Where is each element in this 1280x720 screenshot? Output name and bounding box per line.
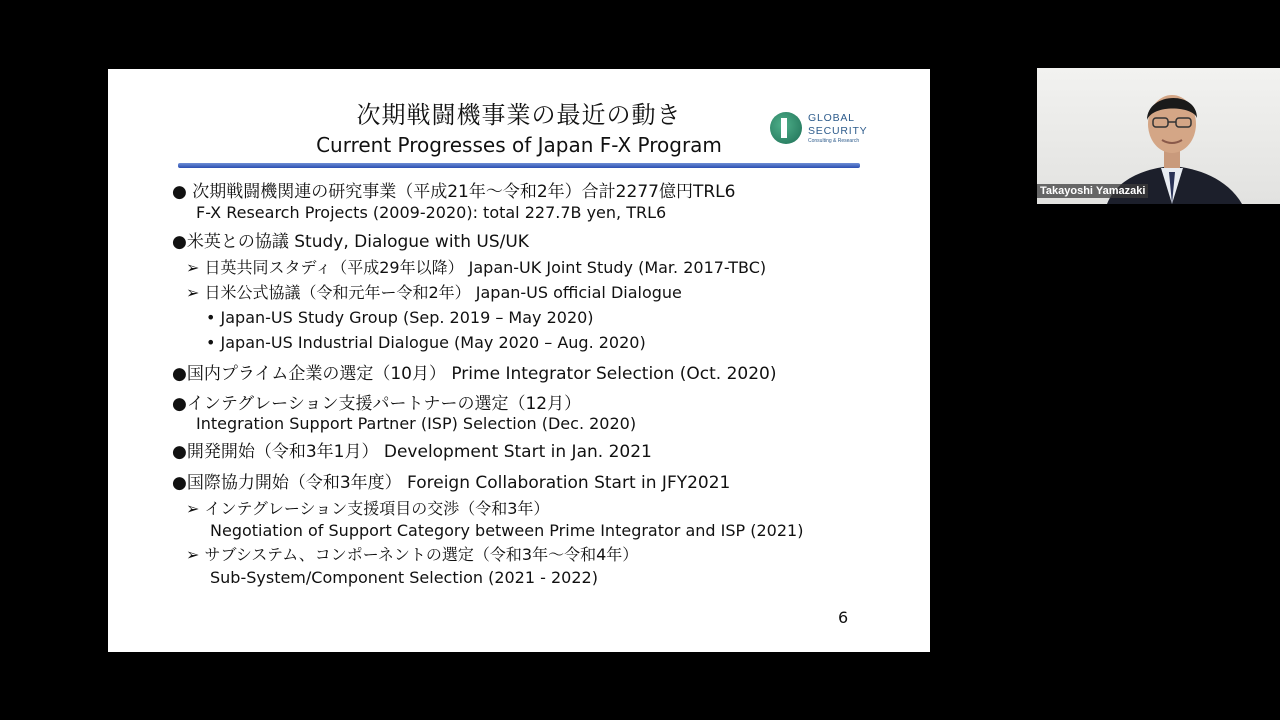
sub-bullet-subsystem-en: Sub-System/Component Selection (2021 - 2022) <box>210 568 598 587</box>
logo-emblem-icon <box>770 112 802 144</box>
title-underline-bar <box>178 163 860 168</box>
sub-sub-bullet-industrial-dialogue: • Japan-US Industrial Dialogue (May 2020 – Aug. 2020) <box>206 333 646 352</box>
global-security-logo: GLOBAL SECURITY Consulting & Research <box>770 110 880 146</box>
bullet-isp-selection-ja: ●インテグレーション支援パートナーの選定（12月） <box>172 394 582 414</box>
slide-page-number: 6 <box>838 608 849 627</box>
slide-title-japanese: 次期戦闘機事業の最近の動き <box>356 101 682 129</box>
presentation-slide <box>108 69 930 652</box>
participant-name-label: Takayoshi Yamazaki <box>1037 184 1148 198</box>
sub-bullet-subsystem-ja: ➢ サブシステム、コンポーネントの選定（令和3年～令和4年） <box>186 545 639 564</box>
bullet-research-projects-en: F-X Research Projects (2009-2020): total 227.7B yen, TRL6 <box>196 203 667 222</box>
sub-bullet-japan-uk-study: ➢ 日英共同スタディ（平成29年以降） Japan-UK Joint Study (Mar. 2017-TBC) <box>186 258 767 277</box>
sub-bullet-negotiation-ja: ➢ インテグレーション支援項目の交渉（令和3年） <box>186 499 550 518</box>
slide-title-english: Current Progresses of Japan F-X Program <box>316 133 722 157</box>
participant-video-tile[interactable] <box>1037 68 1280 204</box>
sub-bullet-negotiation-en: Negotiation of Support Category between Prime Integrator and ISP (2021) <box>210 521 804 540</box>
bullet-research-projects-ja: ● 次期戦闘機関連の研究事業（平成21年～令和2年）合計2277億円TRL6 <box>172 182 736 202</box>
bullet-foreign-collaboration: ●国際協力開始（令和3年度） Foreign Collaboration Start in JFY2021 <box>172 473 731 493</box>
bullet-isp-selection-en: Integration Support Partner (ISP) Selection (Dec. 2020) <box>196 414 637 433</box>
bullet-development-start: ●開発開始（令和3年1月） Development Start in Jan. 2021 <box>172 442 652 462</box>
sub-sub-bullet-study-group: • Japan-US Study Group (Sep. 2019 – May 2020) <box>206 308 594 327</box>
bullet-us-uk-dialogue: ●米英との協議 Study, Dialogue with US/UK <box>172 232 529 252</box>
sub-bullet-japan-us-dialogue: ➢ 日米公式協議（令和元年ー令和2年） Japan-US official Dialogue <box>186 283 682 302</box>
bullet-prime-integrator: ●国内プライム企業の選定（10月） Prime Integrator Selection (Oct. 2020) <box>172 364 777 384</box>
